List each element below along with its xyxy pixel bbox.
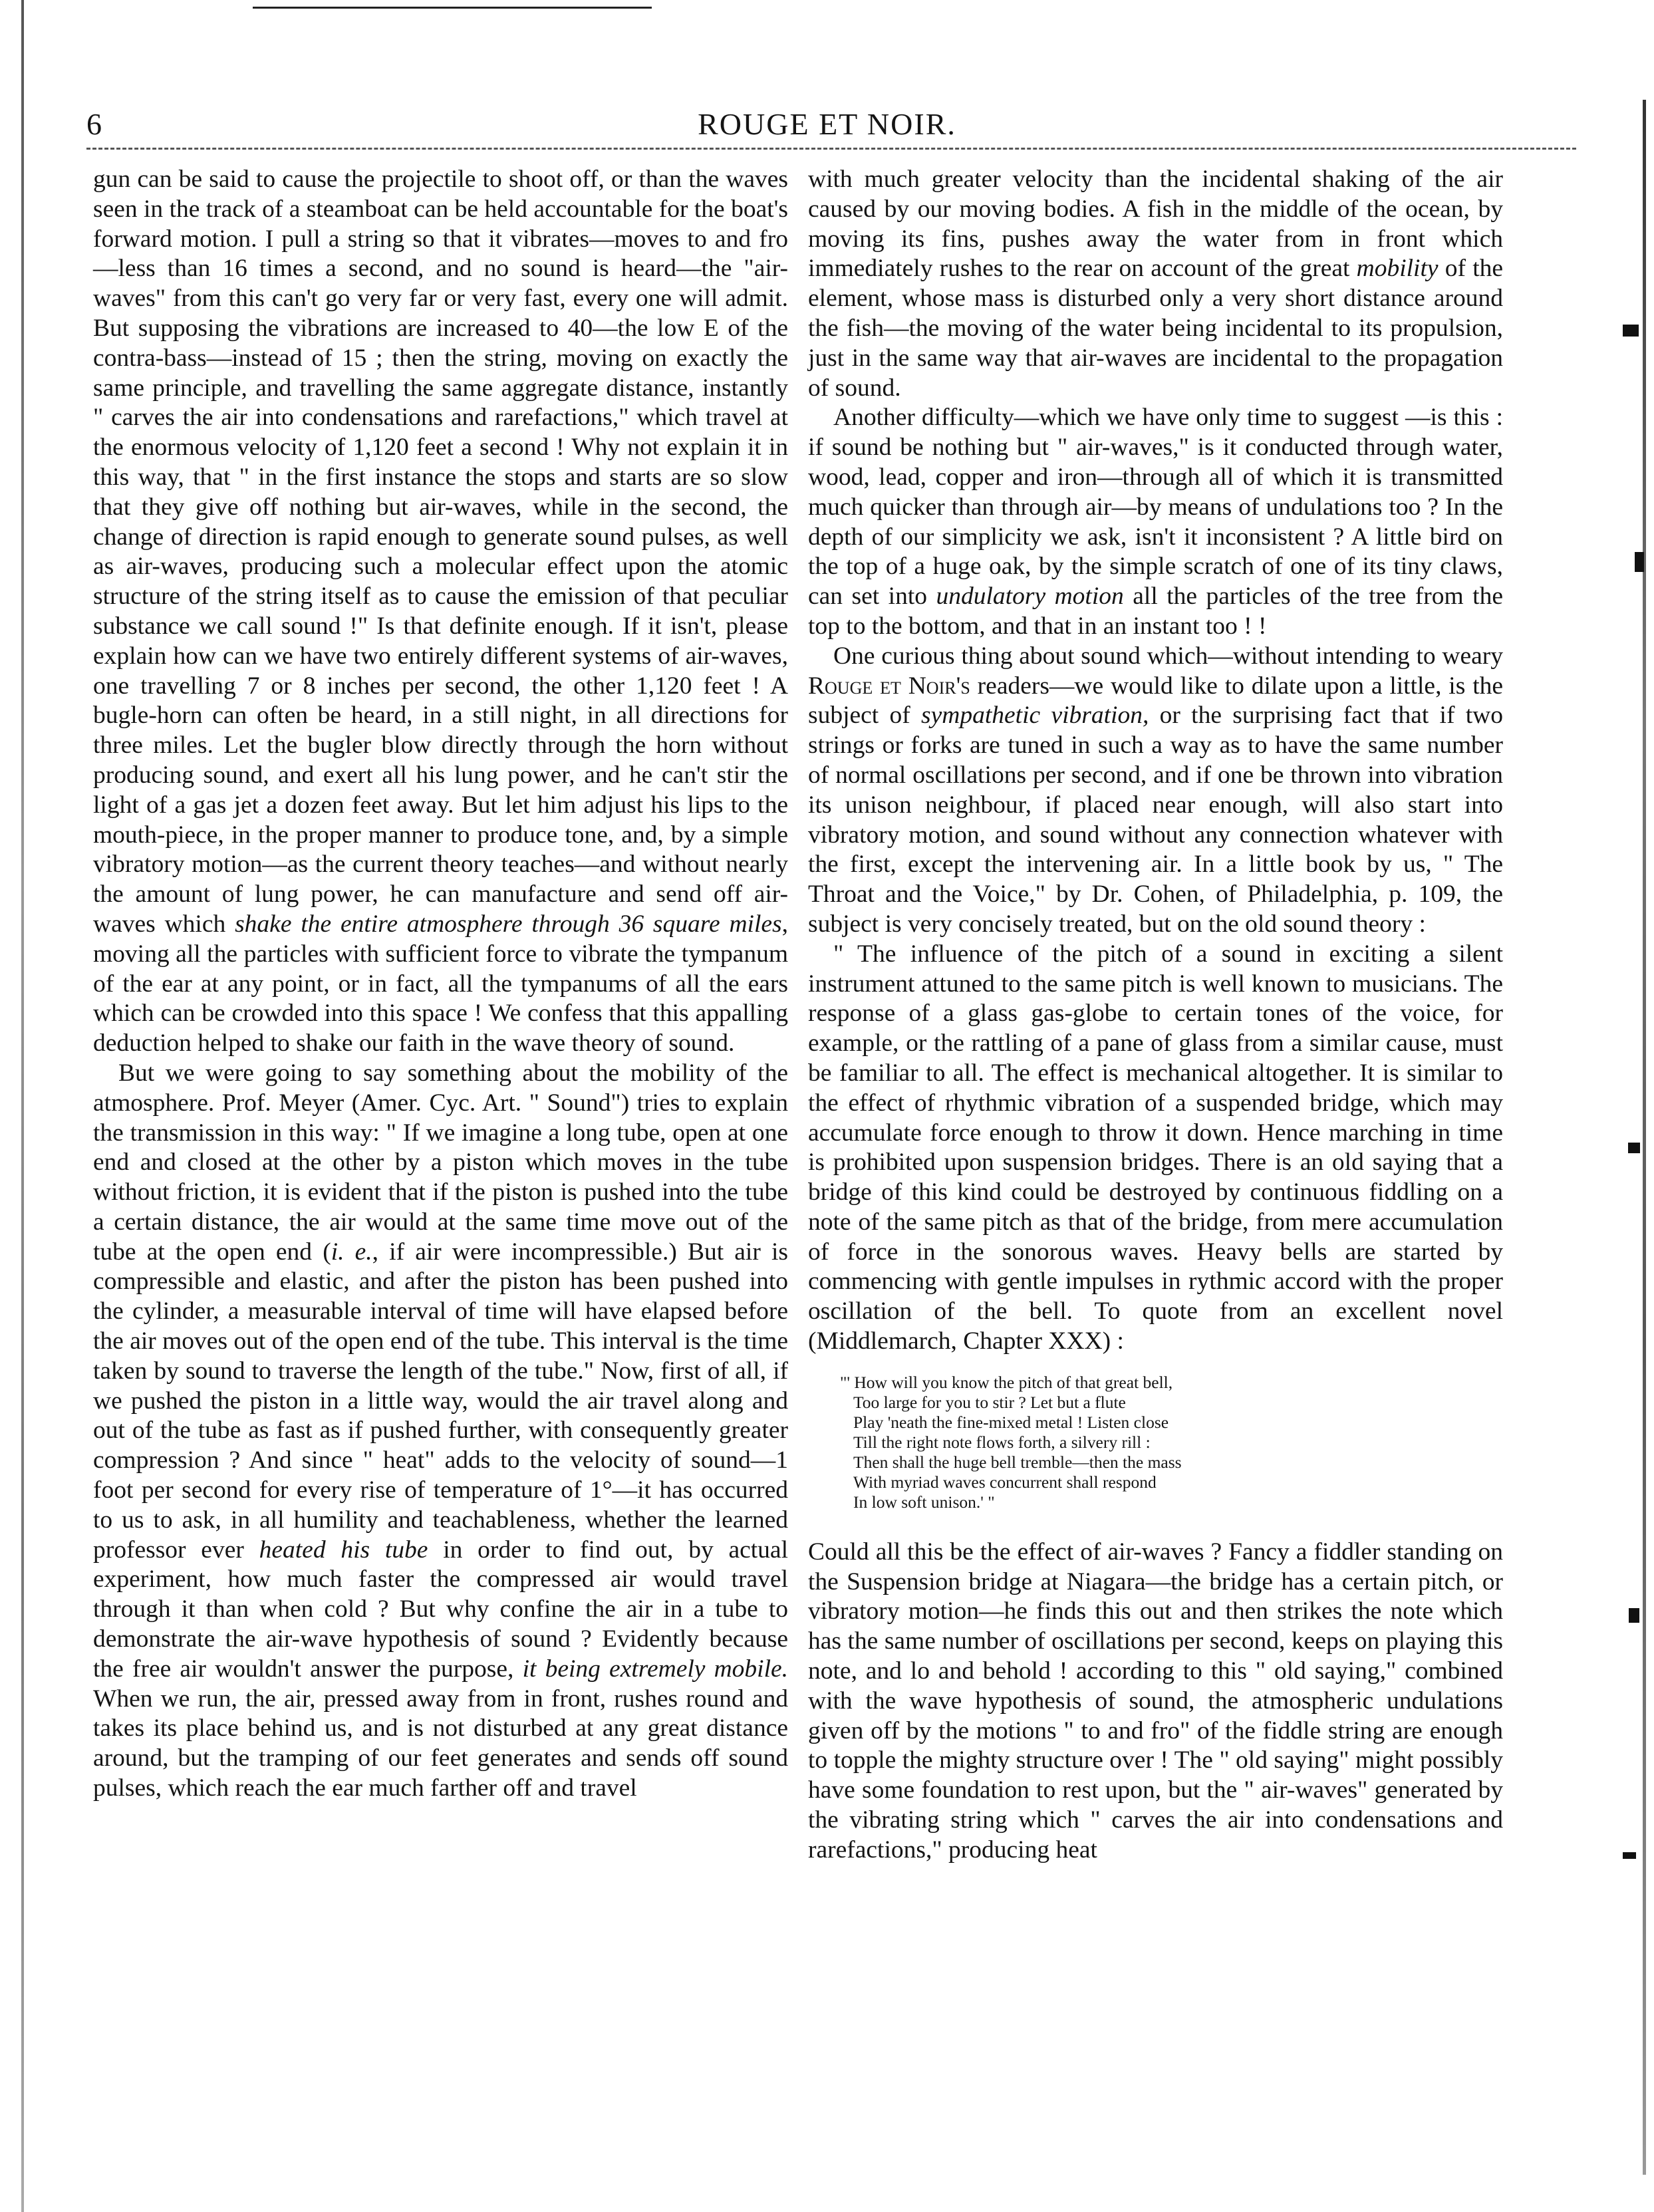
paragraph bbox=[93, 1059, 788, 1804]
emphasis: mobility bbox=[1356, 255, 1439, 283]
right-page-edge bbox=[1643, 100, 1646, 2175]
scan-mark bbox=[1628, 1143, 1640, 1153]
quotation-paragraph: " The influence of the pitch of a sound in exciting a silent instrument attuned to the same pitch is well known to musicians. The response of a glass gas-globe to certain tones of the voice, for example, or the rattling of a pane of glass from a similar cause, must be familiar to all. The effect is mechanical altogether. It is similar to the effect of rhythmic vibration of a suspended bridge, which may accumulate force enough to throw it down. Hence marching in time is prohibited upon suspension bridges. There is an old saying that a bridge of this kind could be destroyed by continuous fiddling on a note of the same pitch as that of the bridge, from mere accumulation of force in the sonorous waves. Heavy bells are started by commencing with gentle impulses in rythmic accord with the proper oscillation of the bell. To quote from an excellent novel (Middlemarch, Chapter XXX) : bbox=[808, 940, 1503, 1355]
verse-line: Then shall the huge bell tremble—then the mass bbox=[853, 1452, 1182, 1472]
text-run: One curious thing about sound which—without intending to weary bbox=[833, 642, 1503, 670]
scan-mark bbox=[1629, 1608, 1639, 1623]
page-number: 6 bbox=[86, 107, 102, 141]
right-column bbox=[808, 165, 1503, 1866]
text-run: , if air were incompressible.) But air is compressible and elastic, and after the piston has been pushed into the cylinder, a measurable interval of time will have elapsed before the air moves out of the open end of the tube. This interval is the time taken by sound to traverse the length of the tube." Now, first of all, if we pushed the piston in a little way, would the air travel along and out of the tube as fast as if pushed further, with consequently greater compression ? And since " heat" adds to the velocity of sound—1 foot per second for every rise of temperature of 1°—it has occurred to us to ask, in all humility and teachableness, whether the learned professor ever bbox=[93, 1238, 788, 1564]
text-run: or the surprising fact that if two strings or forks are tuned in such a way as to have the same number of normal oscillations per second, and if one be thrown into vibration its unison neighbour, if placed near enough, will also start into vibratory motion, and sound without any connection whatever with the first, except the intervening air. In a little book by us, " The Throat and the Voice," by Dr. Cohen, of Philadelphia, p. 109, the subject is very concisely treated, but on the old sound theory : bbox=[808, 702, 1503, 938]
emphasis: i. e. bbox=[331, 1238, 372, 1266]
left-column bbox=[93, 165, 788, 1804]
verse-line: "' How will you know the pitch of that great bell, bbox=[840, 1372, 1173, 1392]
paragraph bbox=[808, 165, 1503, 403]
text-run: But we were going to say something about the mobility of the atmosphere. Prof. Meyer (Amer. Cyc. Art. " Sound") tries to explain the transmission in this way: " If we imagine a long tube, open at one end and closed at the other by a piston which moves in the tube without friction, it is evident that if the piston is pushed into the tube a certain distance, the air would at the same time move out of the tube at the open end ( bbox=[93, 1059, 788, 1266]
emphasis: undulatory motion bbox=[936, 583, 1124, 611]
header-divider bbox=[86, 148, 1576, 151]
verse-line: Too large for you to stir ? Let but a flute bbox=[853, 1392, 1126, 1412]
paragraph bbox=[808, 403, 1503, 641]
verse-line: Till the right note flows forth, a silvery rill : bbox=[853, 1432, 1151, 1452]
text-run: in order to find out, by actual experiment, how much faster the compressed air would travel through it than when cold ? But why confine the air in a tube to demonstrate the air-wave hypothesis of sound ? Evidently because the free air wouldn't answer the purpose, bbox=[93, 1536, 788, 1683]
emphasis: shake the entire atmosphere through 36 square miles bbox=[235, 910, 782, 938]
text-run: all the particles of the tree from the top to the bottom, and that in an instant too ! ! bbox=[808, 583, 1503, 640]
text-run: with much greater velocity than the incidental shaking of the air caused by our moving bodies. A fish in the middle of the ocean, by moving its fins, pushes away the water from in front which immediately rushes to the rear on account of the great bbox=[808, 166, 1503, 283]
left-page-edge bbox=[21, 0, 24, 2212]
text-run: , moving all the particles with sufficient force to vibrate the tympanum of the ear at any point, or in fact, all the tympanums of all the ears which can be crowded into this space ! We confess that this appalling deduction helped to shake our faith in the wave theory of sound. bbox=[93, 910, 789, 1057]
small-caps-title: Rouge et Noir's bbox=[808, 672, 970, 700]
emphasis: sympathetic vibration, bbox=[921, 702, 1149, 730]
text-run: of the element, whose mass is disturbed only a very short distance around the fish—the moving of the water being incidental to its propulsion, just in the same way that air-waves are incidental to the propagation of sound. bbox=[808, 255, 1504, 402]
paragraph bbox=[93, 165, 788, 1059]
text-run: When we run, the air, pressed away from in front, rushes round and takes its place behind us, and is not disturbed at any great distance around, but the tramping of our feet generates and sends off sound pulses, which reach the ear much farther off and travel bbox=[93, 1685, 788, 1802]
running-head: ROUGE ET NOIR. bbox=[698, 107, 956, 141]
scan-mark bbox=[1623, 325, 1639, 337]
text-run: Another difficulty—which we have only time to suggest —is this : if sound be nothing but " air-waves," is it conducted through water, wood, lead, copper and iron—through all of which it is transmitted much quicker than through air—by means of undulations too ? In the depth of our simplicity we ask, isn't it inconsistent ? A little bird on the top of a huge oak, by the simple scratch of one of its tiny claws, can set into bbox=[808, 404, 1503, 611]
verse-line: With myriad waves concurrent shall respond bbox=[853, 1472, 1157, 1492]
text-run: gun can be said to cause the projectile to shoot off, or than the waves seen in the track of a steamboat can be held accountable for the boat's forward motion. I pull a string so that it vibrates—moves to and fro—less than 16 times a second, and no sound is heard—the "air-waves" from this can't go very far or very fast, every one will admit. But supposing the vibrations are increased to 40—the low E of the contra-bass—instead of 15 ; then the string, moving on exactly the same principle, and travelling the same aggregate distance, instantly " carves the air into condensations and rarefactions," which travel at the enormous velocity of 1,120 feet a second ! Why not explain it in this way, that " in the first instance the stops and starts are so slow that they give off nothing but air-waves, while in the second, the change of direction is rapid enough to generate sound pulses, as well as air-waves, producing such a molecular effect upon the atomic structure of the string itself as to cause the emission of that peculiar substance we call sound !" Is that definite enough. If it isn't, please explain how can we have two entirely different systems of air-waves, one travelling 7 or 8 inches per second, the other 1,120 feet ! A bugle-horn can often be heard, in a still night, in all directions for three miles. Let the bugler blow directly through the horn without producing sound, and exert all his lung power, and he can't stir the light of a gas jet a dozen feet away. But let him adjust his lips to the mouth-piece, in the proper manner to produce tone, and, by a simple vibratory motion—as the current theory teaches—and without nearly the amount of lung power, he can manufacture and send off air-waves which bbox=[93, 166, 788, 938]
scan-mark bbox=[1635, 552, 1644, 572]
paragraph: Could all this be the effect of air-waves ? Fancy a fiddler standing on the Suspension bridge at Niagara—the bridge has a certain pitch, or vibratory motion—he finds this out and then strikes the note which has the same number of oscillations per second, keeps on playing this note, and lo and behold ! according to this " old saying," combined with the wave hypothesis of sound, the atmospheric undulations given off by the motions " to and fro" of the fiddle string are enough to topple the mighty structure over ! The " old saying" might possibly have some foundation to rest upon, but the " air-waves" generated by the vibrating string which " carves the air into condensations and rarefactions," producing heat bbox=[808, 1538, 1503, 1864]
verse-line: Play 'neath the fine-mixed metal ! Listen close bbox=[853, 1412, 1169, 1432]
verse-quotation bbox=[840, 1373, 1503, 1512]
text-run: readers—we would like to dilate upon a little, is the subject of bbox=[808, 672, 1504, 730]
verse-line: In low soft unison.' " bbox=[853, 1492, 995, 1512]
scan-mark bbox=[1623, 1852, 1636, 1859]
emphasis: heated his tube bbox=[259, 1536, 428, 1564]
top-border-rule bbox=[253, 7, 652, 9]
emphasis: it being extremely mobile. bbox=[522, 1655, 789, 1683]
paragraph bbox=[808, 642, 1503, 940]
